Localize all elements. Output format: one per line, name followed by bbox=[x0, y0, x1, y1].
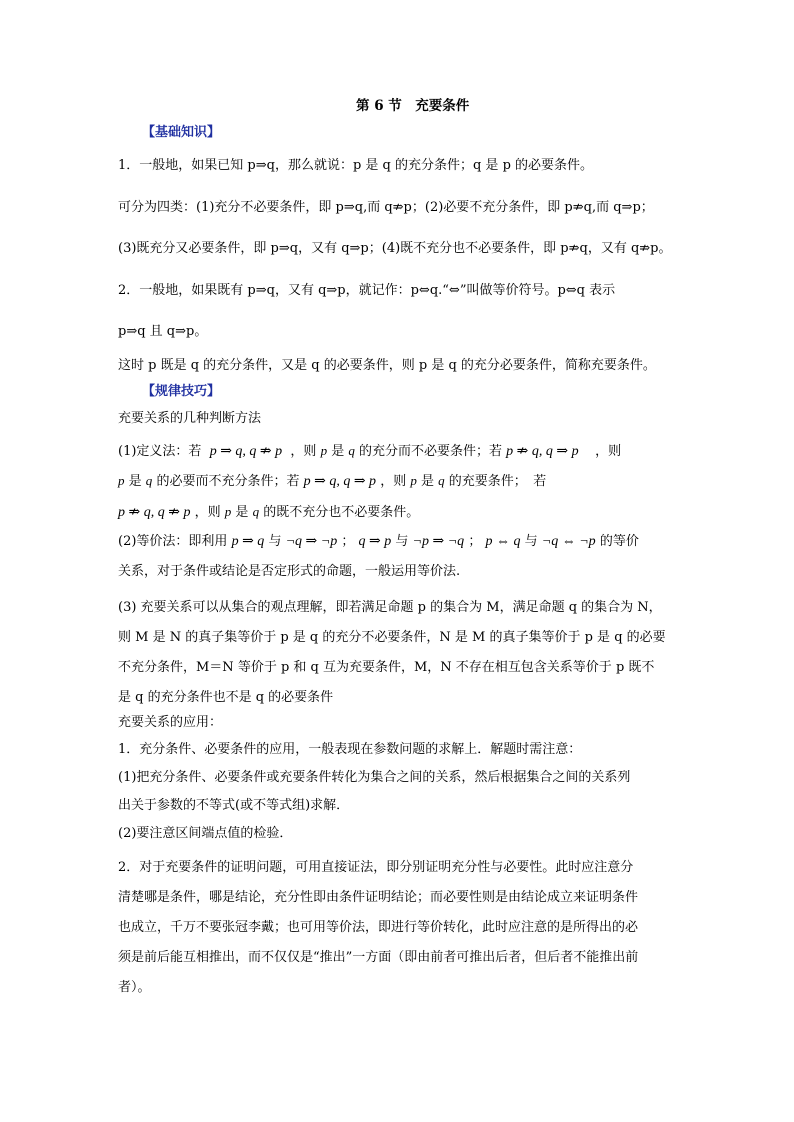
text-span: 与 bbox=[395, 534, 409, 549]
application-item-2-line-5: 者）。 bbox=[118, 980, 151, 995]
skill-definition-line-3 bbox=[118, 503, 419, 522]
basic-classify-line-2: (3)既充分又必要条件，即 p⇒q，又有 q⇒p；(4)既不充分也不必要条件，即 p⇏q，又有 q⇏p。 bbox=[118, 241, 672, 256]
skill-set-line-1: (3) 充要关系可以从集合的观点理解，即若满足命题 p 的集合为 M，满足命题 q 的集合为 N， bbox=[118, 600, 662, 615]
text-span: 是 bbox=[331, 444, 345, 459]
application-item-2-line-4: 须是前后能互相推出，而不仅仅是“推出”一方面（即由前者可推出后者，但后者不能推出前 bbox=[118, 950, 639, 965]
application-item-2-line-3: 也成立，千万不要张冠李戴；也可用等价法，即进行等价转化，此时应注意的是所得出的必 bbox=[118, 920, 639, 935]
text-span: ； bbox=[468, 534, 482, 549]
variable-q: q bbox=[145, 473, 153, 488]
basic-item-2-line-3: 这时 p 既是 q 的充分条件，又是 q 的必要条件，则 p 是 q 的充分必要条件，简称充要条件。 bbox=[118, 358, 656, 373]
variable-p: p bbox=[410, 473, 417, 488]
page-title: 第 6 节 充要条件 bbox=[356, 98, 470, 114]
section-heading-skill: 【规律技巧】 bbox=[142, 384, 221, 399]
text-span: 与 bbox=[524, 534, 538, 549]
text-span: 的充要条件； 若 bbox=[448, 474, 547, 489]
application-item-2-line-2: 清楚哪是条件，哪是结论，充分性即由条件证明结论；而必要性则是由结论成立来证明条件 bbox=[118, 890, 639, 905]
application-sub-2: (2)要注意区间端点值的检验． bbox=[118, 826, 293, 841]
basic-classify-line-1: 可分为四类：(1)充分不必要条件，即 p⇒q,而 q⇏p；(2)必要不充分条件，即 p⇏q,而 q⇒p； bbox=[118, 200, 654, 215]
variable-q: q bbox=[348, 443, 355, 458]
formula: p ⇏ q, q ⇒ p bbox=[506, 444, 579, 459]
variable-p: p bbox=[320, 443, 328, 458]
skill-set-line-4: 是 q 的充分条件也不是 q 的必要条件 bbox=[118, 690, 334, 705]
formula: p ⇒ q, q ⇒ p bbox=[303, 474, 377, 489]
skill-equivalence-line-1 bbox=[118, 533, 639, 551]
formula: p ⇒ q bbox=[231, 534, 265, 549]
text-span: 的充分而不必要条件；若 bbox=[359, 444, 503, 459]
variable-q: q bbox=[252, 504, 260, 519]
skill-set-line-2: 则 M 是 N 的真子集等价于 p 是 q 的充分不必要条件，N 是 M 的真子集等价于 p 是 q 的必要 bbox=[118, 630, 666, 645]
text-span: 与 bbox=[268, 534, 282, 549]
basic-item-1: 1．一般地，如果已知 p⇒q，那么就说：p 是 q 的充分条件；q 是 p 的必要条件。 bbox=[118, 158, 594, 173]
text-span: ，则 bbox=[595, 444, 622, 459]
application-item-2-line-1: 2．对于充要条件的证明问题，可用直接证法，即分别证明充分性与必要性。此时应注意分 bbox=[118, 860, 634, 875]
skill-definition-line-1 bbox=[118, 442, 621, 461]
text-span: 是 bbox=[235, 505, 249, 520]
formula: ¬p ⇒ ¬q bbox=[412, 534, 465, 549]
application-sub-1-line-1: (1)把充分条件、必要条件或充要条件转化为集合之间的关系，然后根据集合之间的关系列 bbox=[118, 770, 631, 785]
variable-q: q bbox=[438, 473, 445, 488]
text-span: ，则 bbox=[290, 444, 317, 459]
text-span: 的等价 bbox=[599, 534, 639, 549]
application-sub-1-line-2: 出关于参数的不等式(或不等式组)求解． bbox=[118, 798, 350, 813]
formula: ¬q ⇒ ¬p bbox=[285, 534, 338, 549]
formula: ¬q ⇔ ¬p bbox=[541, 534, 596, 549]
text-span: (1)定义法：若 bbox=[118, 444, 202, 459]
formula: p ⇒ q, q ⇏ p bbox=[209, 444, 283, 459]
text-span: (2)等价法：即利用 bbox=[118, 534, 228, 549]
text-span: 是 bbox=[128, 474, 142, 489]
application-heading: 充要关系的应用： bbox=[118, 715, 223, 730]
skill-intro: 充要关系的几种判断方法 bbox=[118, 411, 262, 426]
skill-definition-line-2 bbox=[118, 472, 546, 491]
text-span: ，则 bbox=[380, 474, 407, 489]
application-item-1: 1．充分条件、必要条件的应用，一般表现在参数问题的求解上．解题时需注意： bbox=[118, 742, 582, 757]
variable-p: p bbox=[224, 504, 232, 519]
basic-item-2-line-2: p⇒q 且 q⇒p。 bbox=[118, 324, 208, 339]
skill-set-line-3: 不充分条件，M＝N 等价于 p 和 q 互为充要条件，M，N 不存在相互包含关系等价于 p 既不 bbox=[118, 660, 655, 675]
basic-item-2-line-1: 2．一般地，如果既有 p⇒q，又有 q⇒p，就记作：p⇔q.“⇔”叫做等价符号。p⇔q 表示 bbox=[118, 283, 616, 298]
variable-p: p bbox=[118, 473, 125, 488]
skill-equivalence-line-2: 关系，对于条件或结论是否定形式的命题，一般运用等价法. bbox=[118, 564, 461, 579]
text-span: 是 bbox=[421, 474, 435, 489]
formula: p ⇔ q bbox=[485, 534, 521, 549]
formula: q ⇒ p bbox=[358, 534, 392, 549]
formula: p ⇏ q, q ⇏ p bbox=[118, 505, 191, 520]
text-span: 的必要而不充分条件；若 bbox=[156, 474, 300, 489]
section-heading-basic: 【基础知识】 bbox=[142, 125, 221, 140]
text-span: ； bbox=[341, 534, 355, 549]
text-span: ，则 bbox=[194, 505, 221, 520]
text-span: 的既不充分也不必要条件。 bbox=[263, 505, 420, 520]
